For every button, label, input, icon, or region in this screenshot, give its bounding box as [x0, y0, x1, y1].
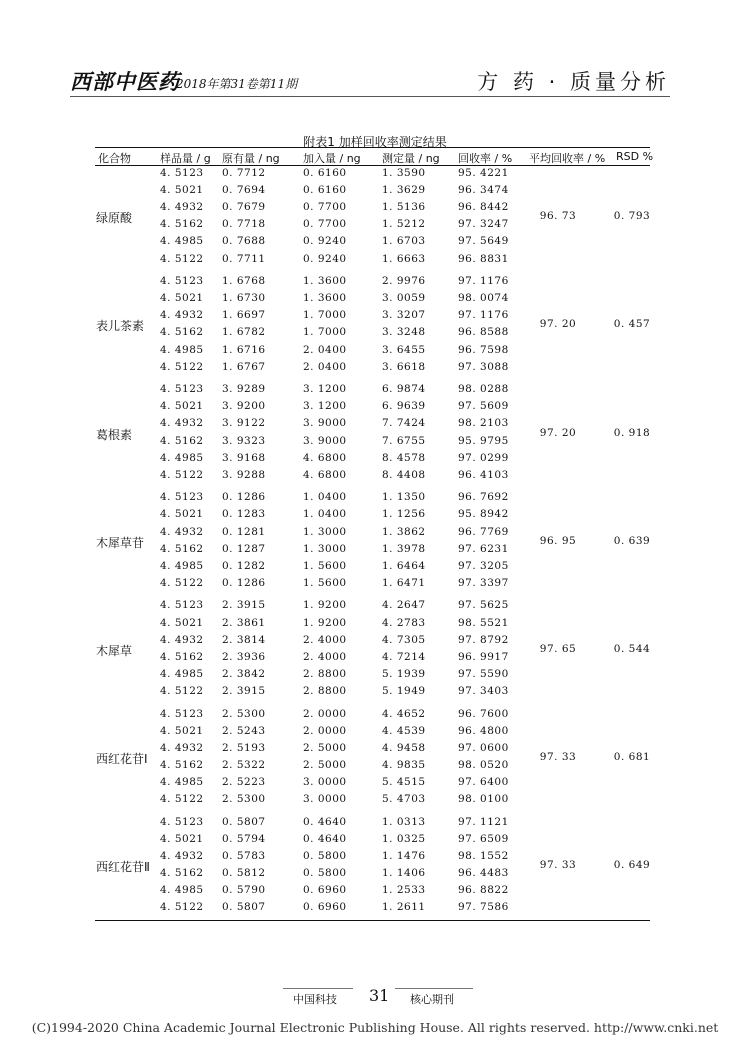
- table-cell: 97. 5590: [458, 667, 509, 680]
- page-footer: [0, 988, 750, 1008]
- table-cell: 2. 5193: [222, 741, 266, 754]
- table-cell: 2. 5322: [222, 758, 266, 771]
- table-cell: 3. 3207: [382, 309, 426, 322]
- mean-recovery: 97. 33: [539, 750, 577, 763]
- table-cell: 1. 6663: [382, 252, 426, 265]
- table-cell: 2. 3936: [222, 650, 266, 663]
- column-header: 化合物: [98, 152, 131, 165]
- table-cell: 1. 3590: [382, 167, 426, 179]
- table-cell: 4. 5021: [160, 292, 204, 305]
- table-cell: 97. 7586: [458, 901, 509, 914]
- table-cell: 0. 9240: [303, 235, 347, 248]
- table-cell: 4. 5021: [160, 508, 204, 521]
- table-cell: 2. 4000: [303, 633, 347, 646]
- table-cell: 0. 7718: [222, 218, 266, 231]
- table-cell: 4. 9835: [382, 758, 426, 771]
- table-cell: 2. 4000: [303, 650, 347, 663]
- table-cell: 1. 6697: [222, 309, 266, 322]
- table-cell: 2. 9976: [382, 275, 426, 288]
- table-top-rule: [95, 147, 650, 148]
- table-cell: 0. 6960: [303, 884, 347, 896]
- table-cell: 96. 7692: [458, 491, 509, 504]
- table-cell: 1. 1476: [382, 849, 426, 862]
- table-cell: 97. 6231: [458, 542, 509, 555]
- table-cell: 4. 4932: [160, 417, 204, 430]
- table-cell: 3. 9168: [222, 451, 266, 464]
- table-cell: 4. 4932: [160, 525, 204, 538]
- table-cell: 97. 3397: [458, 576, 509, 589]
- table-cell: 1. 2611: [382, 901, 426, 914]
- compound-name: 西红花苷Ⅰ: [96, 751, 148, 766]
- table-cell: 2. 8800: [303, 667, 347, 680]
- table-cell: 97. 1176: [458, 275, 509, 288]
- table-cell: 97. 5649: [458, 235, 509, 248]
- column-header: 加入量 / ng: [303, 152, 361, 165]
- table-cell: 0. 9240: [303, 252, 347, 265]
- table-cell: 2. 8800: [303, 684, 347, 697]
- table-cell: 2. 5300: [222, 793, 266, 805]
- compound-name: 表儿茶素: [96, 319, 145, 334]
- table-cell: 3. 9200: [222, 400, 266, 413]
- table-cell: 4. 5122: [160, 793, 204, 805]
- table-cell: 0. 5794: [222, 832, 266, 845]
- table-cell: 0. 1286: [222, 491, 266, 504]
- table-cell: 95. 8942: [458, 508, 509, 521]
- table-cell: 4. 5122: [160, 468, 204, 481]
- mean-recovery: 97. 20: [539, 318, 577, 331]
- table-cell: 4. 5162: [160, 218, 204, 231]
- table-cell: 0. 5783: [222, 849, 266, 862]
- table-cell: 1. 0325: [382, 832, 426, 845]
- rsd-value: 0. 639: [613, 534, 651, 547]
- table-cell: 97. 6509: [458, 832, 509, 845]
- table-cell: 0. 6160: [303, 167, 347, 179]
- table-cell: 1. 9200: [303, 616, 347, 629]
- table-cell: 3. 0000: [303, 775, 347, 788]
- table-cell: 0. 5800: [303, 849, 347, 862]
- table-cell: 1. 5600: [303, 559, 347, 572]
- table-cell: 4. 4985: [160, 667, 204, 680]
- table-cell: 6. 9639: [382, 400, 426, 413]
- table-cell: 96. 7598: [458, 343, 509, 356]
- table-cell: 95. 4221: [458, 167, 509, 179]
- table-cell: 3. 0000: [303, 793, 347, 805]
- table-cell: 4. 5122: [160, 684, 204, 697]
- table-cell: 1. 3978: [382, 542, 426, 555]
- compound-name: 木犀草: [96, 643, 133, 658]
- table-cell: 0. 1286: [222, 576, 266, 589]
- table-cell: 0. 6160: [303, 184, 347, 197]
- table-cell: 2. 5000: [303, 758, 347, 771]
- table-cell: 1. 1406: [382, 866, 426, 879]
- table-cell: 2. 3814: [222, 633, 266, 646]
- table-cell: 4. 7214: [382, 650, 426, 663]
- table-cell: 4. 5162: [160, 866, 204, 879]
- table-cell: 0. 5812: [222, 866, 266, 879]
- table-cell: 98. 0100: [458, 793, 509, 805]
- table-cell: 0. 5807: [222, 901, 266, 914]
- table-cell: 1. 3000: [303, 525, 347, 538]
- table-cell: 4. 5123: [160, 599, 204, 612]
- page-number: 31: [369, 986, 390, 1005]
- table-cell: 0. 1281: [222, 525, 266, 538]
- table-cell: 97. 8792: [458, 633, 509, 646]
- table-cell: 4. 4985: [160, 775, 204, 788]
- table-cell: 1. 1256: [382, 508, 426, 521]
- table-cell: 0. 7679: [222, 201, 266, 214]
- table-cell: 1. 3862: [382, 525, 426, 538]
- table-cell: 1. 2533: [382, 884, 426, 896]
- table-cell: 3. 9000: [303, 434, 347, 447]
- table-cell: 0. 5807: [222, 815, 266, 828]
- table-cell: 96. 7600: [458, 707, 509, 720]
- table-cell: 4. 5123: [160, 491, 204, 504]
- table-cell: 5. 4515: [382, 775, 426, 788]
- table-cell: 0. 1287: [222, 542, 266, 555]
- journal-logo: 西部中医药: [70, 69, 180, 94]
- table-cell: 4. 5123: [160, 167, 204, 179]
- table-cell: 97. 3403: [458, 684, 509, 697]
- footer-right-text: 核心期刊: [410, 993, 454, 1006]
- table-cell: 0. 7700: [303, 201, 347, 214]
- table-cell: 1. 0400: [303, 508, 347, 521]
- table-cell: 4. 7305: [382, 633, 426, 646]
- table-cell: 3. 6455: [382, 343, 426, 356]
- table-cell: 1. 5212: [382, 218, 426, 231]
- table-cell: 97. 1176: [458, 309, 509, 322]
- table-cell: 4. 5021: [160, 184, 204, 197]
- table-cell: 0. 4640: [303, 815, 347, 828]
- table-cell: 2. 3861: [222, 616, 266, 629]
- column-header: 回收率 / %: [458, 152, 513, 165]
- table-cell: 3. 9323: [222, 434, 266, 447]
- table-cell: 4. 5122: [160, 901, 204, 914]
- table-cell: 3. 9289: [222, 383, 266, 396]
- table-cell: 98. 5521: [458, 616, 509, 629]
- table-cell: 1. 3600: [303, 292, 347, 305]
- mean-recovery: 96. 95: [539, 534, 577, 547]
- table-cell: 1. 9200: [303, 599, 347, 612]
- rsd-value: 0. 457: [613, 318, 651, 331]
- table-cell: 4. 5021: [160, 832, 204, 845]
- table-cell: 2. 5000: [303, 741, 347, 754]
- table-cell: 2. 3915: [222, 599, 266, 612]
- table-cell: 96. 8588: [458, 326, 509, 339]
- table-cell: 4. 4985: [160, 559, 204, 572]
- rsd-value: 0. 544: [613, 642, 651, 655]
- table-cell: 8. 4408: [382, 468, 426, 481]
- table-cell: 97. 3247: [458, 218, 509, 231]
- compound-name: 绿原酸: [96, 211, 133, 226]
- table-cell: 1. 1350: [382, 491, 426, 504]
- column-header: RSD %: [616, 150, 654, 163]
- table-cell: 4. 5162: [160, 326, 204, 339]
- table-cell: 0. 7700: [303, 218, 347, 231]
- mean-recovery: 96. 73: [539, 210, 577, 223]
- copyright-notice: (C)1994-2020 China Academic Journal Electronic Publishing House. All rights reserved. http://www.cnki.net: [31, 1020, 719, 1035]
- table-cell: 1. 6471: [382, 576, 426, 589]
- table-cell: 4. 5123: [160, 707, 204, 720]
- table-cell: 4. 5122: [160, 252, 204, 265]
- table-cell: 2. 5243: [222, 724, 266, 737]
- table-cell: 4. 5123: [160, 275, 204, 288]
- footer-rule-left: [283, 988, 353, 989]
- table-cell: 4. 5122: [160, 576, 204, 589]
- compound-name: 葛根素: [96, 427, 133, 442]
- table-cell: 4. 4932: [160, 633, 204, 646]
- table-cell: 1. 7000: [303, 309, 347, 322]
- table-cell: 1. 3600: [303, 275, 347, 288]
- table-cell: 5. 1939: [382, 667, 426, 680]
- table-cell: 2. 5223: [222, 775, 266, 788]
- table-cell: 3. 6618: [382, 360, 426, 373]
- table-cell: 1. 0400: [303, 491, 347, 504]
- table-cell: 96. 9917: [458, 650, 509, 663]
- table-cell: 1. 6464: [382, 559, 426, 572]
- table-cell: 4. 2647: [382, 599, 426, 612]
- table-cell: 4. 5122: [160, 360, 204, 373]
- table-cell: 2. 0400: [303, 360, 347, 373]
- table-cell: 1. 5136: [382, 201, 426, 214]
- table-cell: 5. 4703: [382, 793, 426, 805]
- compound-name: 木犀草苷: [96, 535, 145, 550]
- table-cell: 97. 0299: [458, 451, 509, 464]
- table-cell: 4. 4652: [382, 707, 426, 720]
- table-cell: 1. 6716: [222, 343, 266, 356]
- table-cell: 3. 1200: [303, 383, 347, 396]
- table-cell: 0. 7711: [222, 252, 266, 265]
- table-cell: 1. 3000: [303, 542, 347, 555]
- table-cell: 8. 4578: [382, 451, 426, 464]
- table-caption: 附表1 加样回收率测定结果: [303, 135, 447, 149]
- table-cell: 96. 8442: [458, 201, 509, 214]
- table-cell: 2. 0400: [303, 343, 347, 356]
- table-cell: 4. 5123: [160, 815, 204, 828]
- table-cell: 3. 9000: [303, 417, 347, 430]
- mean-recovery: 97. 65: [539, 642, 577, 655]
- table-cell: 4. 4539: [382, 724, 426, 737]
- table-cell: 4. 4985: [160, 235, 204, 248]
- footer-left-text: 中国科技: [293, 993, 337, 1006]
- table-cell: 4. 4932: [160, 309, 204, 322]
- compound-name: 西红花苷Ⅱ: [96, 859, 150, 874]
- table-cell: 0. 7694: [222, 184, 266, 197]
- table-cell: 5. 1949: [382, 684, 426, 697]
- table-cell: 97. 1121: [458, 815, 509, 828]
- table-cell: 1. 6768: [222, 275, 266, 288]
- table-cell: 4. 5123: [160, 383, 204, 396]
- table-cell: 1. 6730: [222, 292, 266, 305]
- table-cell: 4. 5162: [160, 434, 204, 447]
- table-cell: 3. 9288: [222, 468, 266, 481]
- table-cell: 96. 7769: [458, 525, 509, 538]
- table-cell: 0. 1283: [222, 508, 266, 521]
- table-cell: 2. 5300: [222, 707, 266, 720]
- table-cell: 95. 9795: [458, 434, 509, 447]
- mean-recovery: 97. 20: [539, 426, 577, 439]
- footer-rule-right: [395, 988, 473, 989]
- table-cell: 0. 7712: [222, 167, 266, 179]
- column-header: 原有量 / ng: [222, 152, 280, 165]
- table-cell: 97. 3205: [458, 559, 509, 572]
- table-cell: 96. 8822: [458, 884, 509, 896]
- table-cell: 0. 6960: [303, 901, 347, 914]
- table-cell: 1. 0313: [382, 815, 426, 828]
- table-cell: 96. 3474: [458, 184, 509, 197]
- table-cell: 3. 0059: [382, 292, 426, 305]
- table-cell: 97. 6400: [458, 775, 509, 788]
- table-cell: 4. 9458: [382, 741, 426, 754]
- table-cell: 2. 3915: [222, 684, 266, 697]
- table-cell: 7. 7424: [382, 417, 426, 430]
- table-cell: 4. 6800: [303, 468, 347, 481]
- column-header: 平均回收率 / %: [529, 152, 606, 165]
- table-cell: 4. 5162: [160, 758, 204, 771]
- table-cell: 97. 5609: [458, 400, 509, 413]
- table-cell: 3. 3248: [382, 326, 426, 339]
- table-cell: 96. 4483: [458, 866, 509, 879]
- table-cell: 97. 0600: [458, 741, 509, 754]
- table-cell: 97. 5625: [458, 599, 509, 612]
- table-cell: 4. 2783: [382, 616, 426, 629]
- table-cell: 4. 4932: [160, 849, 204, 862]
- table-cell: 2. 3842: [222, 667, 266, 680]
- table-cell: 4. 5162: [160, 650, 204, 663]
- table-cell: 4. 4985: [160, 343, 204, 356]
- table-bottom-rule: [95, 920, 650, 921]
- table-cell: 98. 0520: [458, 758, 509, 771]
- table-cell: 98. 0074: [458, 292, 509, 305]
- journal-issue: 2018年第31卷第11期: [176, 77, 298, 91]
- table-cell: 3. 9122: [222, 417, 266, 430]
- table-cell: 7. 6755: [382, 434, 426, 447]
- table-cell: 0. 5790: [222, 884, 266, 896]
- table-cell: 97. 3088: [458, 360, 509, 373]
- table-cell: 4. 5021: [160, 400, 204, 413]
- header-divider: [70, 96, 670, 97]
- section-title: 方 药 · 质量分析: [477, 70, 670, 94]
- table-cell: 0. 7688: [222, 235, 266, 248]
- column-header: 样品量 / g: [160, 152, 211, 165]
- table-cell: 4. 4985: [160, 451, 204, 464]
- table-cell: 2. 0000: [303, 707, 347, 720]
- table-cell: 96. 4800: [458, 724, 509, 737]
- rsd-value: 0. 793: [613, 210, 651, 223]
- table-cell: 1. 3629: [382, 184, 426, 197]
- table-cell: 96. 8831: [458, 252, 509, 265]
- rsd-value: 0. 649: [613, 858, 651, 871]
- rsd-value: 0. 681: [613, 750, 651, 763]
- table-cell: 1. 7000: [303, 326, 347, 339]
- table-cell: 2. 0000: [303, 724, 347, 737]
- table-cell: 4. 4932: [160, 741, 204, 754]
- table-cell: 3. 1200: [303, 400, 347, 413]
- table-cell: 98. 0288: [458, 383, 509, 396]
- table-cell: 4. 5021: [160, 616, 204, 629]
- table-cell: 4. 5162: [160, 542, 204, 555]
- table-cell: 6. 9874: [382, 383, 426, 396]
- table-cell: 1. 6703: [382, 235, 426, 248]
- table-cell: 0. 4640: [303, 832, 347, 845]
- table-cell: 4. 4985: [160, 884, 204, 896]
- rsd-value: 0. 918: [613, 426, 651, 439]
- running-header: [70, 66, 670, 96]
- table-header-rule: [95, 165, 650, 166]
- table-cell: 98. 2103: [458, 417, 509, 430]
- table-cell: 4. 4932: [160, 201, 204, 214]
- column-header: 测定量 / ng: [382, 152, 440, 165]
- table-cell: 1. 6782: [222, 326, 266, 339]
- table-cell: 0. 5800: [303, 866, 347, 879]
- table-cell: 4. 6800: [303, 451, 347, 464]
- table-cell: 96. 4103: [458, 468, 509, 481]
- mean-recovery: 97. 33: [539, 858, 577, 871]
- table-cell: 0. 1282: [222, 559, 266, 572]
- table-cell: 1. 6767: [222, 360, 266, 373]
- table-cell: 1. 5600: [303, 576, 347, 589]
- table-cell: 98. 1552: [458, 849, 509, 862]
- table-cell: 4. 5021: [160, 724, 204, 737]
